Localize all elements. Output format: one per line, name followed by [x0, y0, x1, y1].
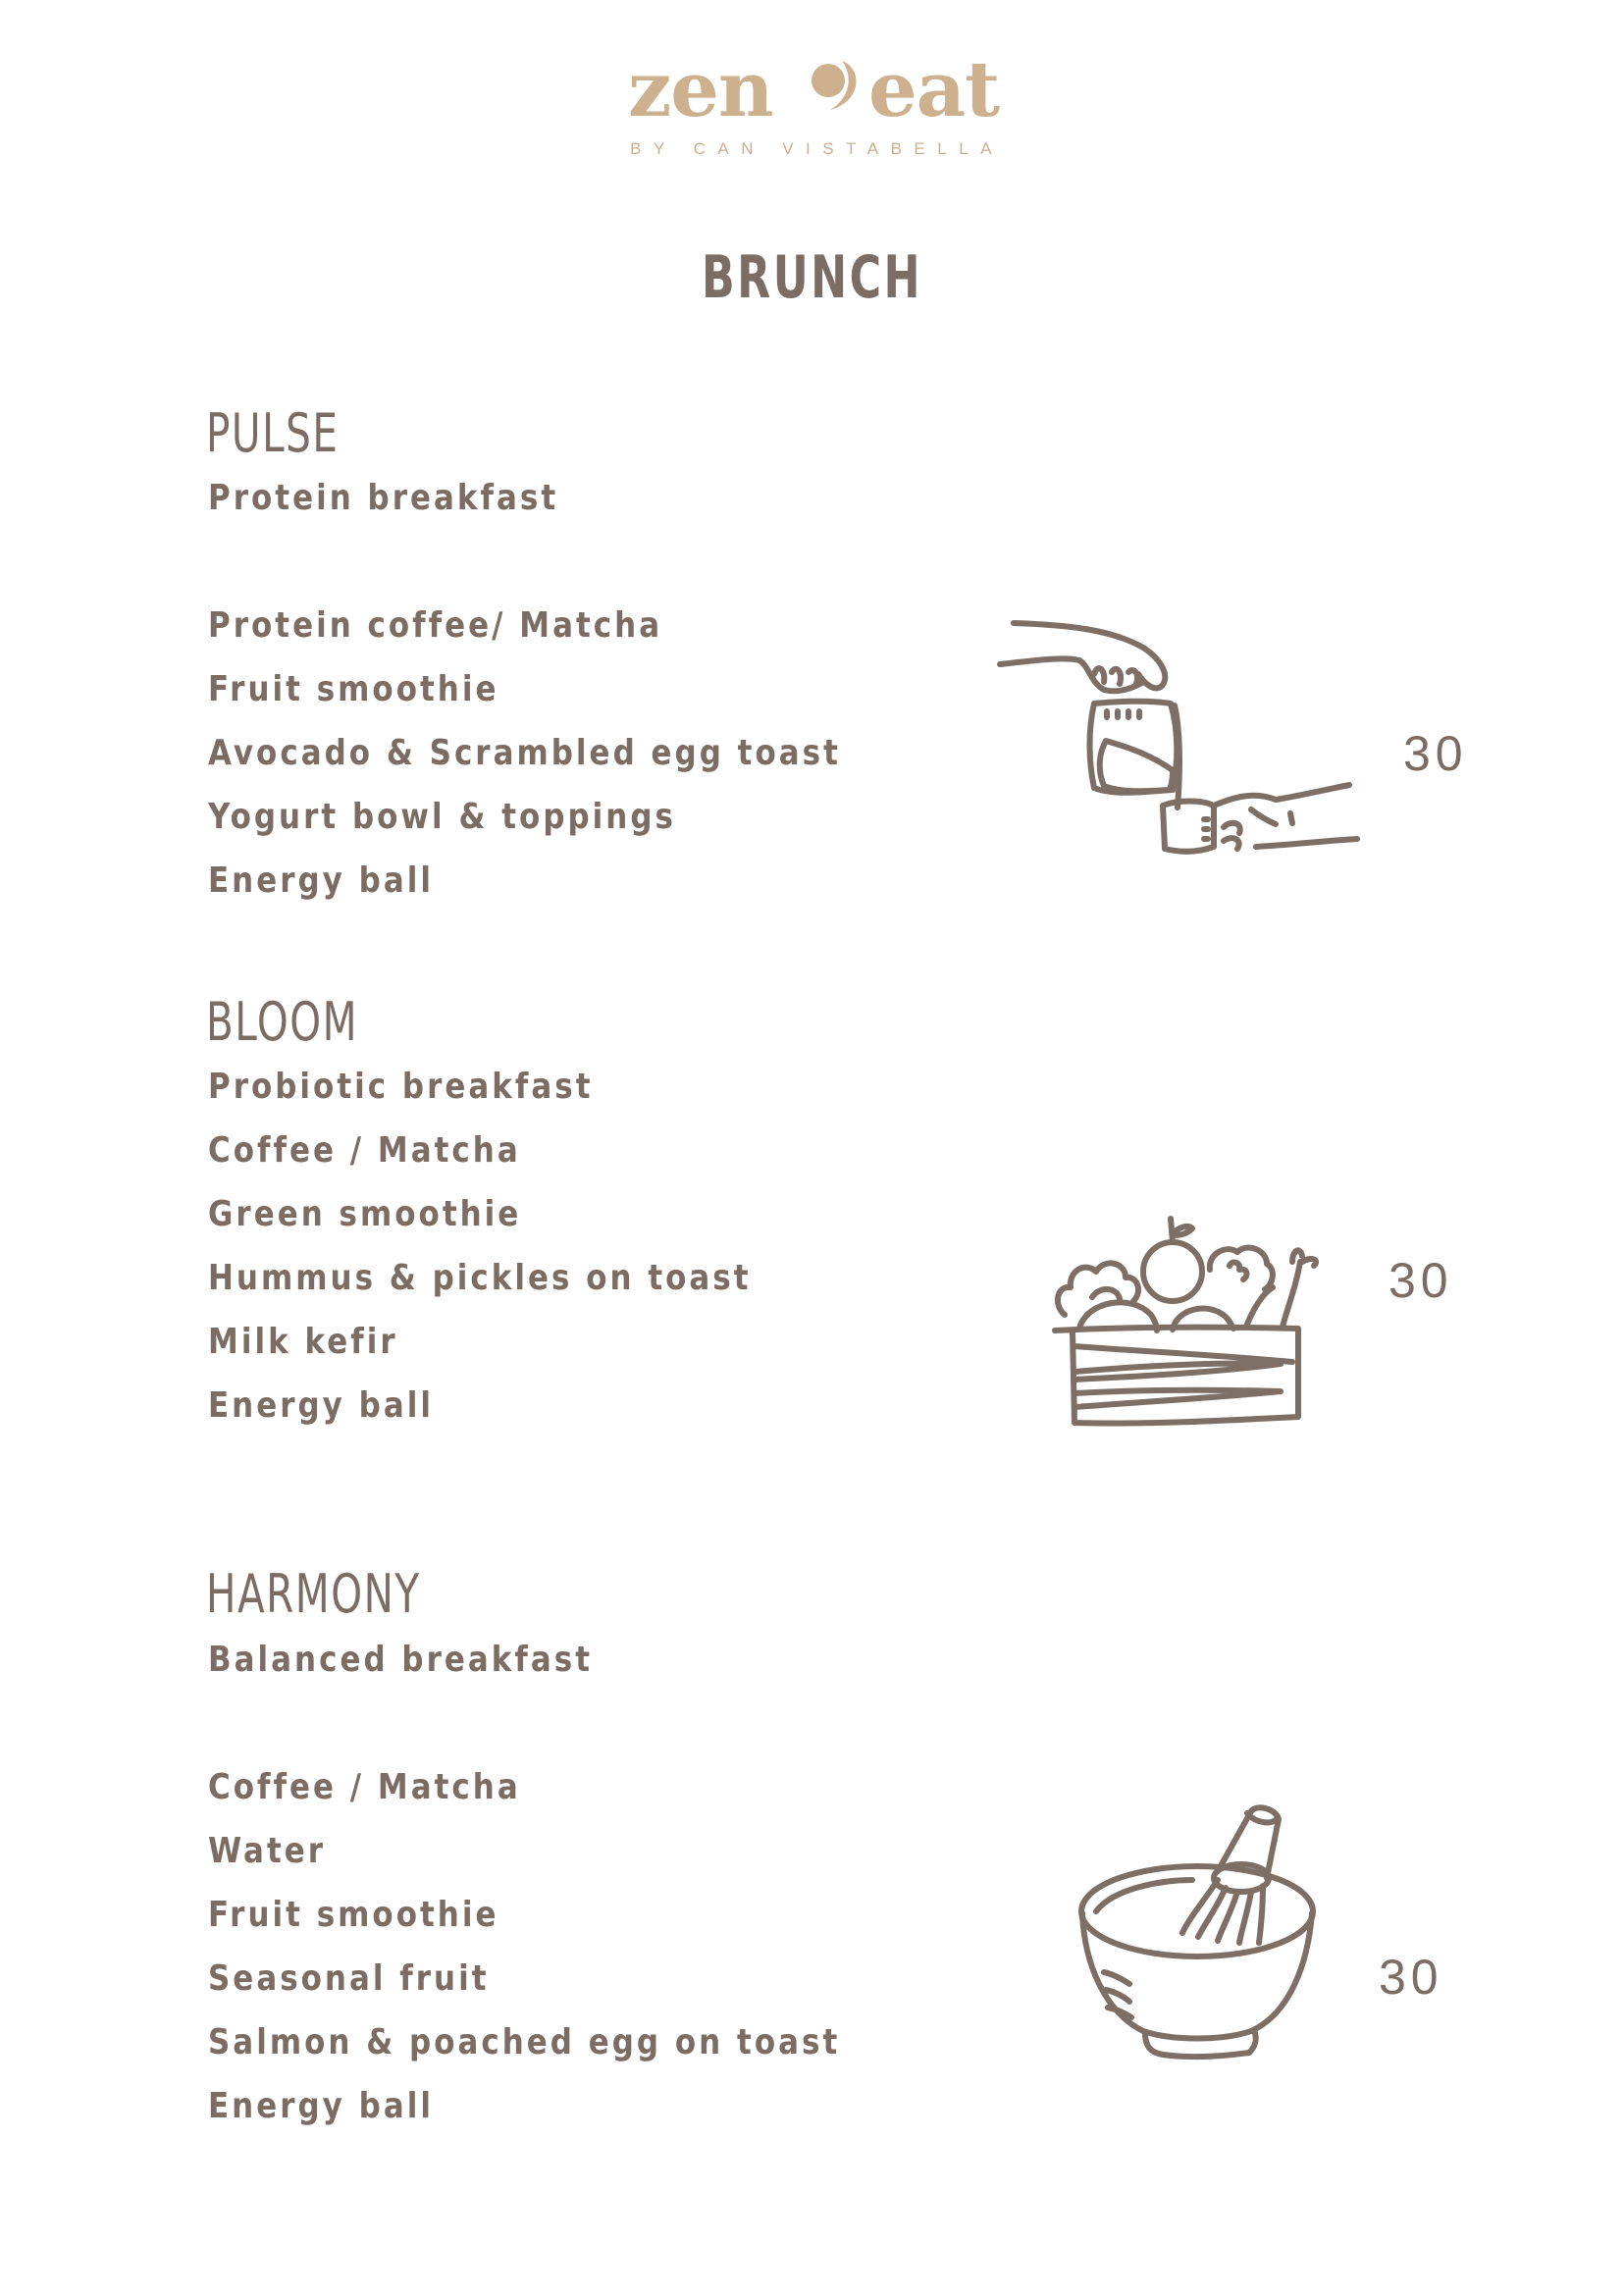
menu-item: Yogurt bowl & toppings	[208, 797, 676, 837]
logo-word-zen: zen	[628, 45, 773, 134]
menu-item: Salmon & poached egg on toast	[208, 2022, 841, 2062]
page-title: BRUNCH	[701, 243, 923, 312]
menu-item: Seasonal fruit	[208, 1958, 490, 1999]
menu-item: Coffee / Matcha	[208, 1767, 521, 1807]
menu-item: Fruit smoothie	[208, 1895, 499, 1935]
menu-item: Coffee / Matcha	[208, 1130, 521, 1171]
menu-item: Energy ball	[208, 1385, 434, 1426]
vegetable-basket-icon	[1035, 1207, 1330, 1442]
menu-item: Energy ball	[208, 2086, 434, 2126]
menu-item: Protein coffee/ Matcha	[208, 605, 663, 646]
menu-subtitle: Protein breakfast	[208, 478, 559, 518]
menu-item: Avocado & Scrambled egg toast	[208, 733, 841, 773]
menu-item: Green smoothie	[208, 1194, 522, 1234]
menu-subtitle: Probiotic breakfast	[208, 1067, 594, 1107]
matcha-bowl-whisk-icon	[1074, 1796, 1330, 2080]
menu-price: 30	[1403, 726, 1468, 781]
pouring-coffee-hands-icon	[996, 613, 1369, 859]
menu-item: Energy ball	[208, 861, 434, 901]
menu-price: 30	[1388, 1253, 1453, 1308]
menu-item: Fruit smoothie	[208, 669, 499, 709]
menu-price: 30	[1379, 1950, 1443, 2005]
logo-wordmark	[628, 45, 1011, 134]
menu-title: BLOOM	[206, 991, 359, 1053]
menu-title: HARMONY	[206, 1563, 421, 1625]
menu-item: Water	[208, 1831, 327, 1871]
menu-item: Hummus & pickles on toast	[208, 1258, 752, 1298]
menu-title: PULSE	[206, 402, 340, 464]
moon-logo-icon	[807, 57, 867, 116]
logo-subtitle: BY CAN VISTABELLA	[630, 139, 1004, 158]
menu-item: Milk kefir	[208, 1322, 398, 1362]
menu-subtitle: Balanced breakfast	[208, 1640, 594, 1680]
logo-word-eat: eat	[868, 45, 1000, 134]
